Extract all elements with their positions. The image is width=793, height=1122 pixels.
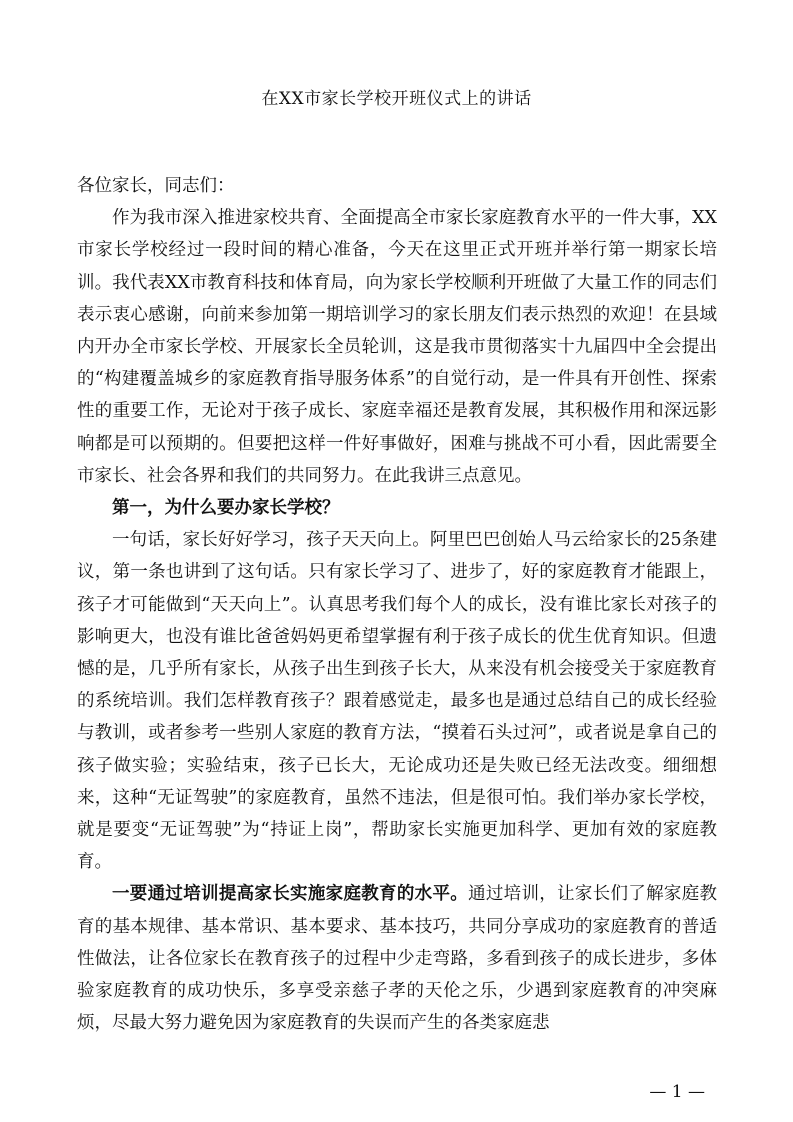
page-number: — 1 —	[649, 1082, 705, 1102]
point-1-lead: 一要通过培训提高家长实施家庭教育的水平。	[112, 884, 469, 905]
section-heading-1: 第一，为什么要办家长学校？	[112, 498, 340, 519]
paragraph-point-1	[77, 878, 717, 1039]
point-1-text: 通过培训，让家长们了解家庭教育的基本规律、基本常识、基本要求、基本技巧，共同分享成功的家庭教育的普适性做法，让各位家长在教育孩子的过程中少走弯路，多看到孩子的成长进步，多体验家庭教育的成功快乐，多享受亲慈子孝的天伦之乐，少遇到家庭教育的冲突麻烦，尽最大努力避免因为家庭教育的失误而产生的各类家庭悲	[77, 884, 718, 1034]
salutation: 各位家长，同志们：	[77, 176, 235, 196]
paragraph-intro: 作为我市深入推进家校共育、全面提高全市家长家庭教育水平的一件大事，XX市家长学校经过一段时间的精心准备，今天在这里正式开班并举行第一期家长培训。我代表XX市教育科技和体育局，向为家长学校顺利开班做了大量工作的同志们表示衷心感谢，向前来参加第一期培训学习的家长朋友们表示热烈的欢迎！在县域内开办全市家长学校、开展家长全员轮训，这是我市贯彻落实十九届四中全会提出的“构建覆盖城乡的家庭教育指导服务体系”的自觉行动，是一件具有开创性、探索性的重要工作，无论对于孩子成长、家庭幸福还是教育发展，其积极作用和深远影响都是可以预期的。但要把这样一件好事做好，困难与挑战不可小看，因此需要全市家长、社会各界和我们的共同努力。在此我讲三点意见。	[77, 208, 717, 486]
document-body	[77, 170, 717, 1039]
document-title: 在XX市家长学校开班仪式上的讲话	[261, 89, 532, 109]
paragraph-section-1: 一句话，家长好好学习，孩子天天向上。阿里巴巴创始人马云给家长的25条建议，第一条也讲到了这句话。只有家长学习了、进步了，好的家庭教育才能跟上，孩子才可能做到“天天向上”。认真思考我们每个人的成长，没有谁比家长对孩子的影响更大，也没有谁比爸爸妈妈更希望掌握有利于孩子成长的优生优育知识。但遗憾的是，几乎所有家长，从孩子出生到孩子长大，从来没有机会接受关于家庭教育的系统培训。我们怎样教育孩子？跟着感觉走，最多也是通过总结自己的成长经验与教训，或者参考一些别人家庭的教育方法，“摸着石头过河”，或者说是拿自己的孩子做实验；实验结束，孩子已长大，无论成功还是失败已经无法改变。细细想来，这种“无证驾驶”的家庭教育，虽然不违法，但是很可怕。我们举办家长学校，就是要变“无证驾驶”为“持证上岗”，帮助家长实施更加科学、更加有效的家庭教育。	[77, 530, 717, 873]
